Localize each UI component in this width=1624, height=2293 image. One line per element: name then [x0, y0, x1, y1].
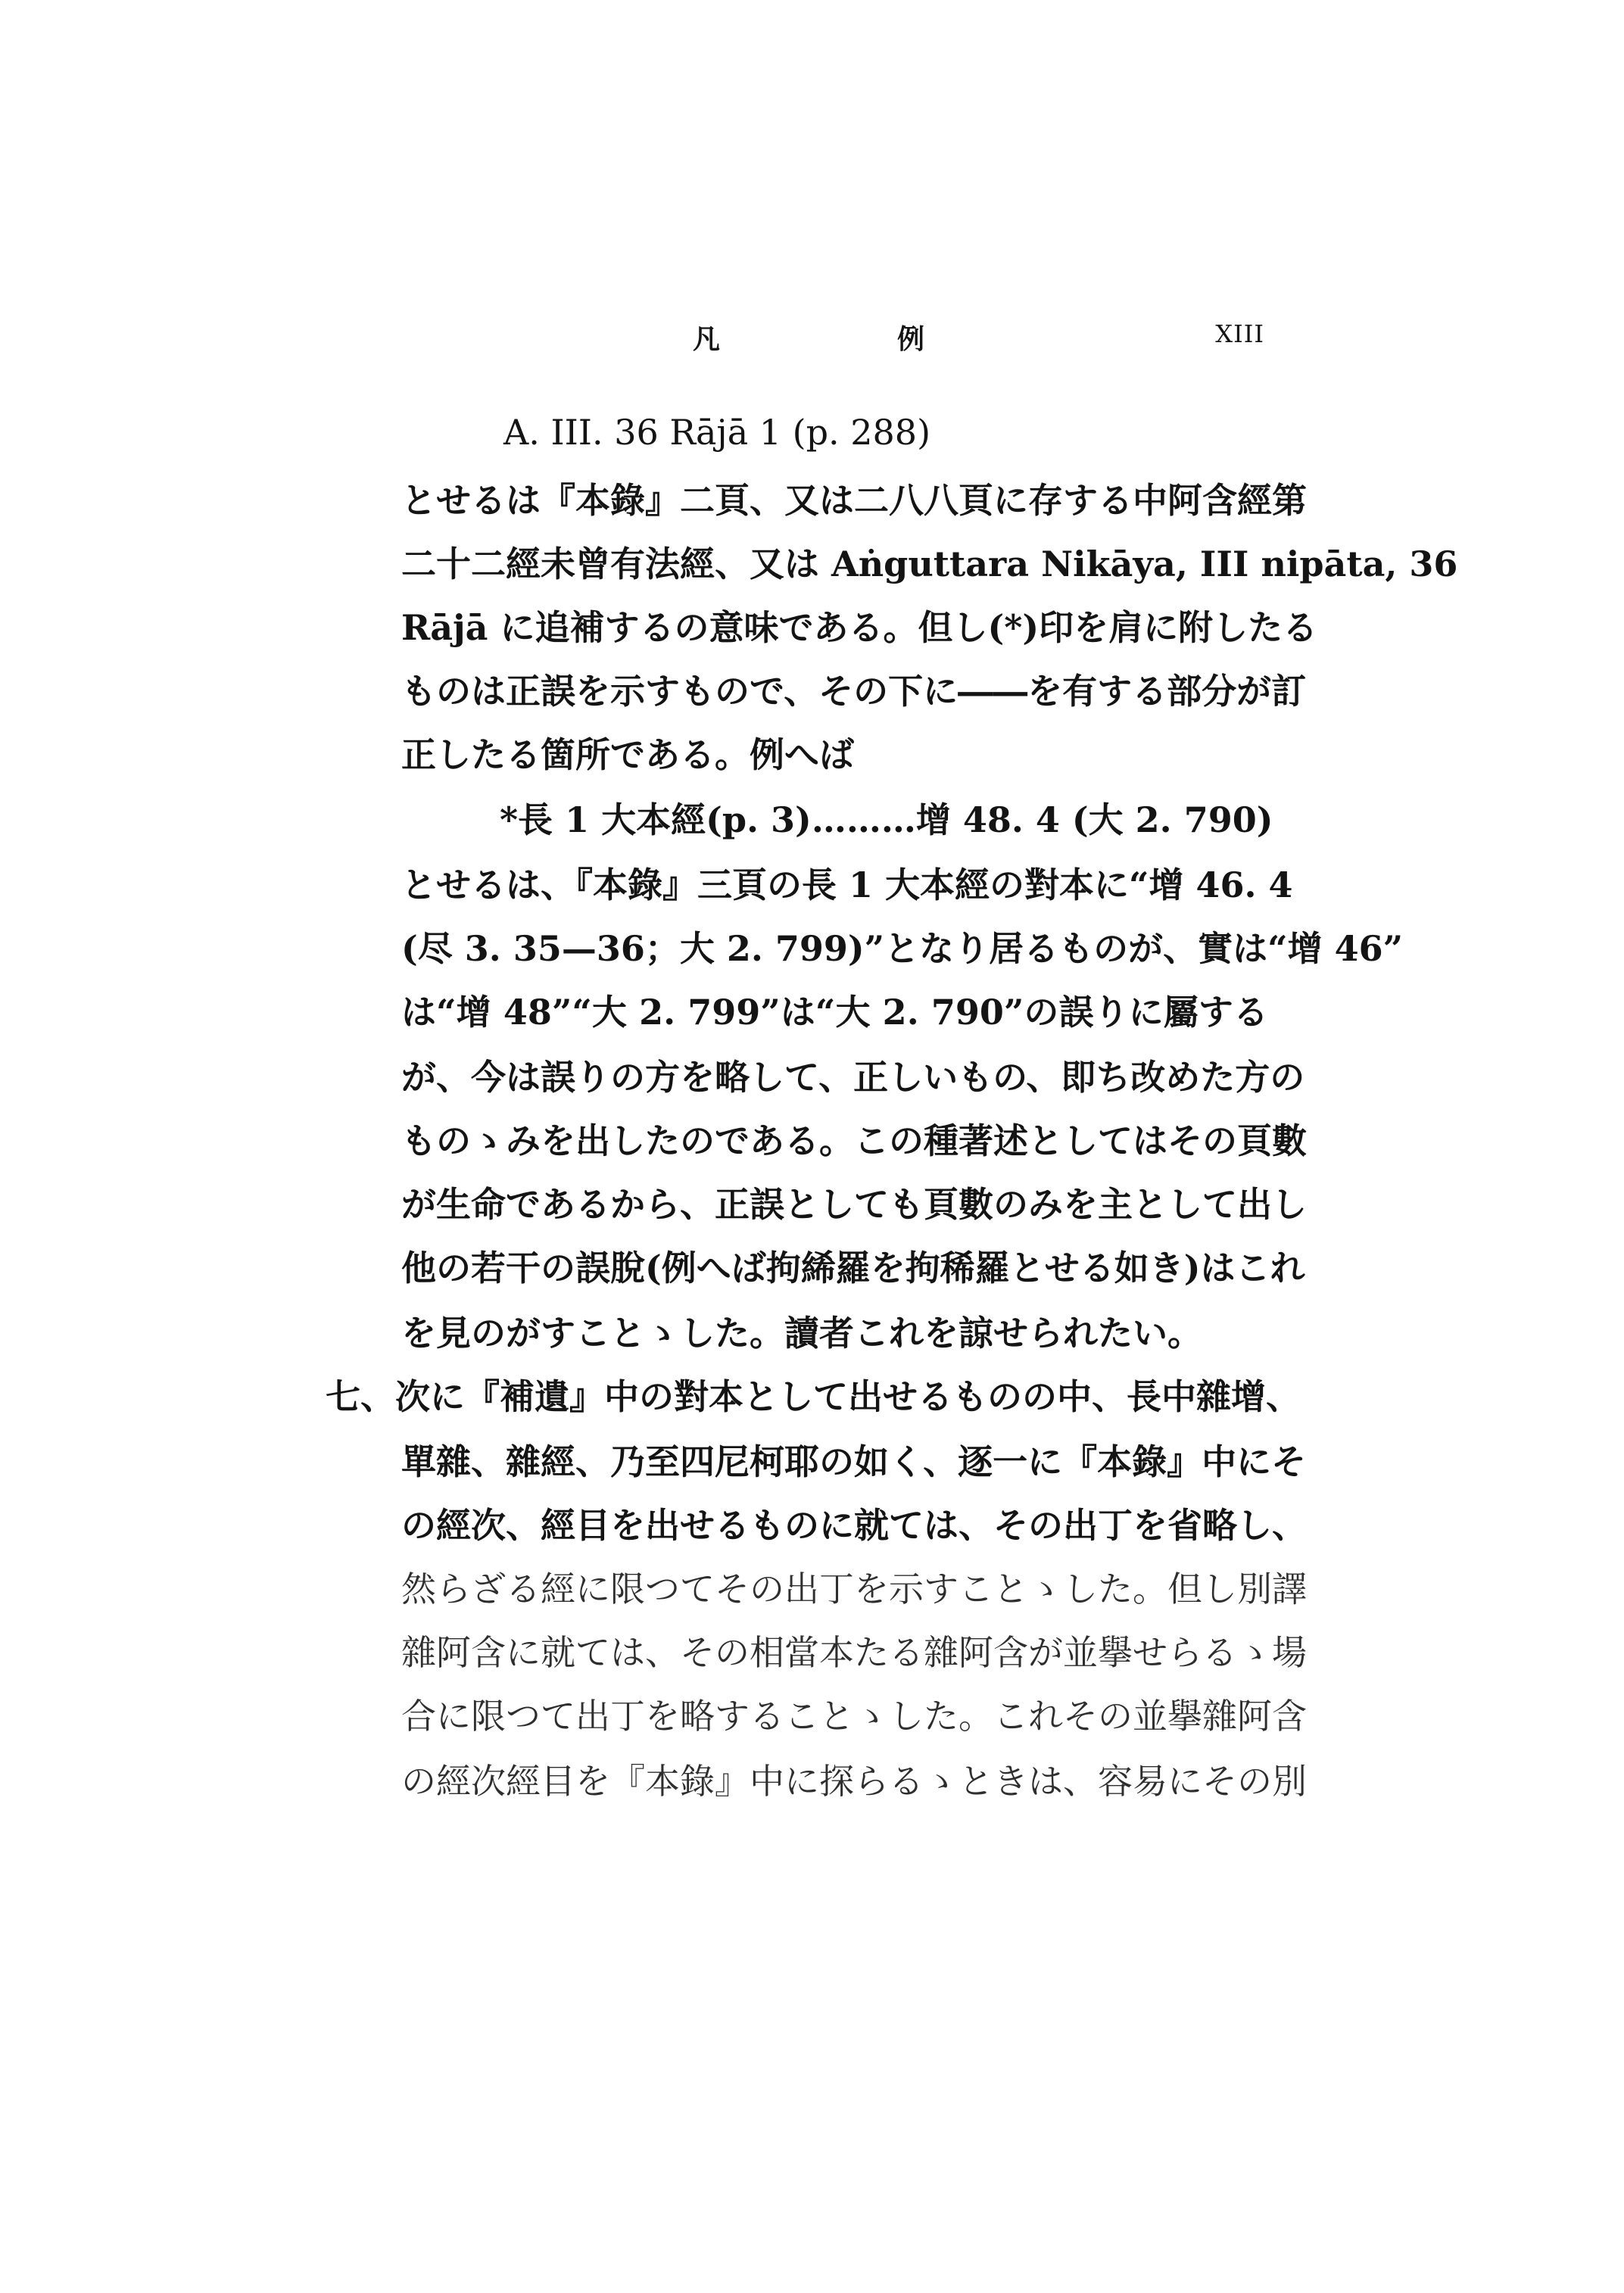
example-line-text: *長 1 大本經(p. 3)………增 48. 4 (大 2. 790) [500, 799, 1273, 840]
text-line: を見のがすことゝした。讀者これを諒せられたい。 [401, 1313, 1202, 1354]
text-line: は“增 48”“大 2. 799”は“大 2. 790”の誤りに屬する [401, 992, 1268, 1033]
text-line: ものは正誤を示すもので、その下に――を有する部分が訂 [401, 671, 1307, 712]
text-line: が生命であるから、正誤としても頁數のみを主として出し [401, 1184, 1307, 1225]
text-line: が、今は誤りの方を略して、正しいもの、即ち改めた方の [401, 1057, 1305, 1098]
text-line-example [500, 795, 1367, 845]
running-head [394, 318, 1264, 363]
text-line: 然らざる經に限つてその出丁を示すことゝした。但し別譯 [401, 1569, 1307, 1609]
text-line: A. III. 36 Rājā 1 (p. 288) [503, 412, 931, 453]
running-head-right: 例 [897, 323, 925, 355]
text-line: 二十二經未曾有法經、又は Aṅguttara Nikāya, III nipāta, 36 [401, 544, 1458, 584]
item-seven-first-line: 七、次に『補遺』中の對本として出せるものの中、長中雜增、 [326, 1376, 1301, 1417]
text-line: 正したる箇所である。例へば [401, 734, 854, 775]
text-line: の經次、經目を出せるものに就ては、その出丁を省略し、 [401, 1505, 1307, 1546]
text-line: ものゝみを出したのである。この種著述としてはその頁數 [401, 1120, 1307, 1161]
page-number: XIII [1215, 319, 1264, 348]
text-line: 單雜、雜經、乃至四尼柯耶の如く、逐一に『本錄』中にそ [401, 1441, 1307, 1482]
text-line: Rājā に追補するの意味である。但し(*)印を肩に附したる [401, 607, 1318, 648]
text-line: とせるは、『本錄』三頁の長 1 大本經の對本に“增 46. 4 [401, 865, 1293, 905]
text-line: 合に限つて出丁を略することゝした。これその並擧雜阿含 [401, 1696, 1307, 1737]
text-line: とせるは『本錄』二頁、又は二八八頁に存する中阿含經第 [401, 480, 1307, 521]
text-line: (尽 3. 35—36；大 2. 799)”となり居るものが、實は“增 46” [401, 928, 1404, 969]
text-line: の經次經目を『本錄』中に探らるゝときは、容易にその別 [401, 1761, 1307, 1802]
running-head-left: 凡 [693, 323, 721, 355]
text-line: 他の若干の誤脫(例へば拘絺羅を拘稀羅とせる如き)はこれ [401, 1248, 1305, 1288]
text-line: 雜阿含に就ては、その相當本たる雜阿含が並擧せらるゝ場 [401, 1632, 1307, 1673]
